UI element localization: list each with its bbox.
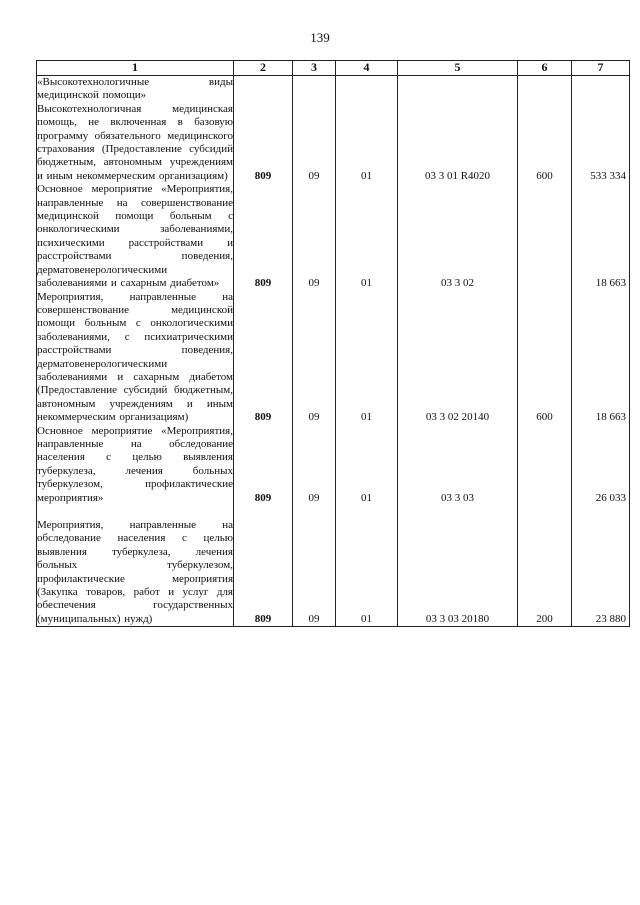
amount-cell: 26 033 (572, 425, 630, 505)
row-name (37, 76, 234, 184)
row-description: Мероприятия, направленные на обследование населения с целью выявления туберкулеза, лечения больных туберкулезом, профилактические мероприятия (Закупка товаров, работ и услуг для обеспечения государственных (муниципальных) нужд) (37, 519, 233, 625)
budget-table (36, 60, 630, 627)
table-row (37, 505, 630, 627)
section-code: 09 (293, 425, 336, 505)
row-name (37, 425, 234, 505)
target-article-code: 03 3 03 20180 (398, 505, 518, 627)
table-header-row (37, 61, 630, 76)
target-article-code: 03 3 02 (398, 183, 518, 290)
column-header-6: 6 (518, 61, 572, 76)
row-name (37, 291, 234, 425)
program-title: «Высокотехнологичные виды медицинской помощи» (37, 76, 233, 102)
table-row (37, 183, 630, 290)
row-name (37, 183, 234, 290)
subsection-code: 01 (336, 291, 398, 425)
column-header-4: 4 (336, 61, 398, 76)
expense-type-code (518, 425, 572, 505)
expense-type-code (518, 183, 572, 290)
page-number: 139 (310, 30, 330, 45)
target-article-code: 03 3 02 20140 (398, 291, 518, 425)
column-header-3: 3 (293, 61, 336, 76)
row-spacer (37, 505, 233, 519)
column-header-2: 2 (234, 61, 293, 76)
expense-type-code: 600 (518, 291, 572, 425)
column-header-1: 1 (37, 61, 234, 76)
subsection-code: 01 (336, 183, 398, 290)
ministry-code: 809 (234, 183, 293, 290)
section-code: 09 (293, 76, 336, 184)
table-row (37, 291, 630, 425)
table-row (37, 425, 630, 505)
section-code: 09 (293, 505, 336, 627)
subsection-code: 01 (336, 505, 398, 627)
section-code: 09 (293, 183, 336, 290)
ministry-code: 809 (234, 425, 293, 505)
subsection-code: 01 (336, 76, 398, 184)
ministry-code: 809 (234, 505, 293, 627)
target-article-code: 03 3 01 R4020 (398, 76, 518, 184)
row-description: Высокотехнологичная медицинская помощь, не включенная в базовую программу обязательного медицинского страхования (Предоставление субсидий бюджетным, автономным учреждениям и иным некоммерческим организациям) (37, 102, 233, 182)
column-header-5: 5 (398, 61, 518, 76)
row-description: Основное мероприятие «Мероприятия, направленные на совершенствование медицинской помощи больным с онкологическими заболеваниями, психическими расстройствами и расстройствами поведения, дерматовенерологическими заболеваниями и сахарным диабетом» (37, 183, 233, 290)
amount-cell: 18 663 (572, 291, 630, 425)
subsection-code: 01 (336, 425, 398, 505)
row-description: Основное мероприятие «Мероприятия, направленные на обследование населения с целью выявления туберкулеза, лечения больных туберкулезом, профилактические мероприятия» (37, 424, 233, 504)
amount-cell: 18 663 (572, 183, 630, 290)
target-article-code: 03 3 03 (398, 425, 518, 505)
section-code: 09 (293, 291, 336, 425)
row-name (37, 505, 234, 627)
ministry-code: 809 (234, 76, 293, 184)
column-header-7: 7 (572, 61, 630, 76)
amount-cell: 533 334 (572, 76, 630, 184)
expense-type-code: 200 (518, 505, 572, 627)
table-row (37, 76, 630, 184)
ministry-code: 809 (234, 291, 293, 425)
row-description: Мероприятия, направленные на совершенствование медицинской помощи больным с онкологическими заболеваниями, с психиатрическими расстройствами поведения, дерматовенерологическими заболеваниями и сахарным диабетом (Предоставление субсидий бюджетным, автономным учреждениям и иным некоммерческим организациям) (37, 290, 233, 424)
amount-cell: 23 880 (572, 505, 630, 627)
expense-type-code: 600 (518, 76, 572, 184)
